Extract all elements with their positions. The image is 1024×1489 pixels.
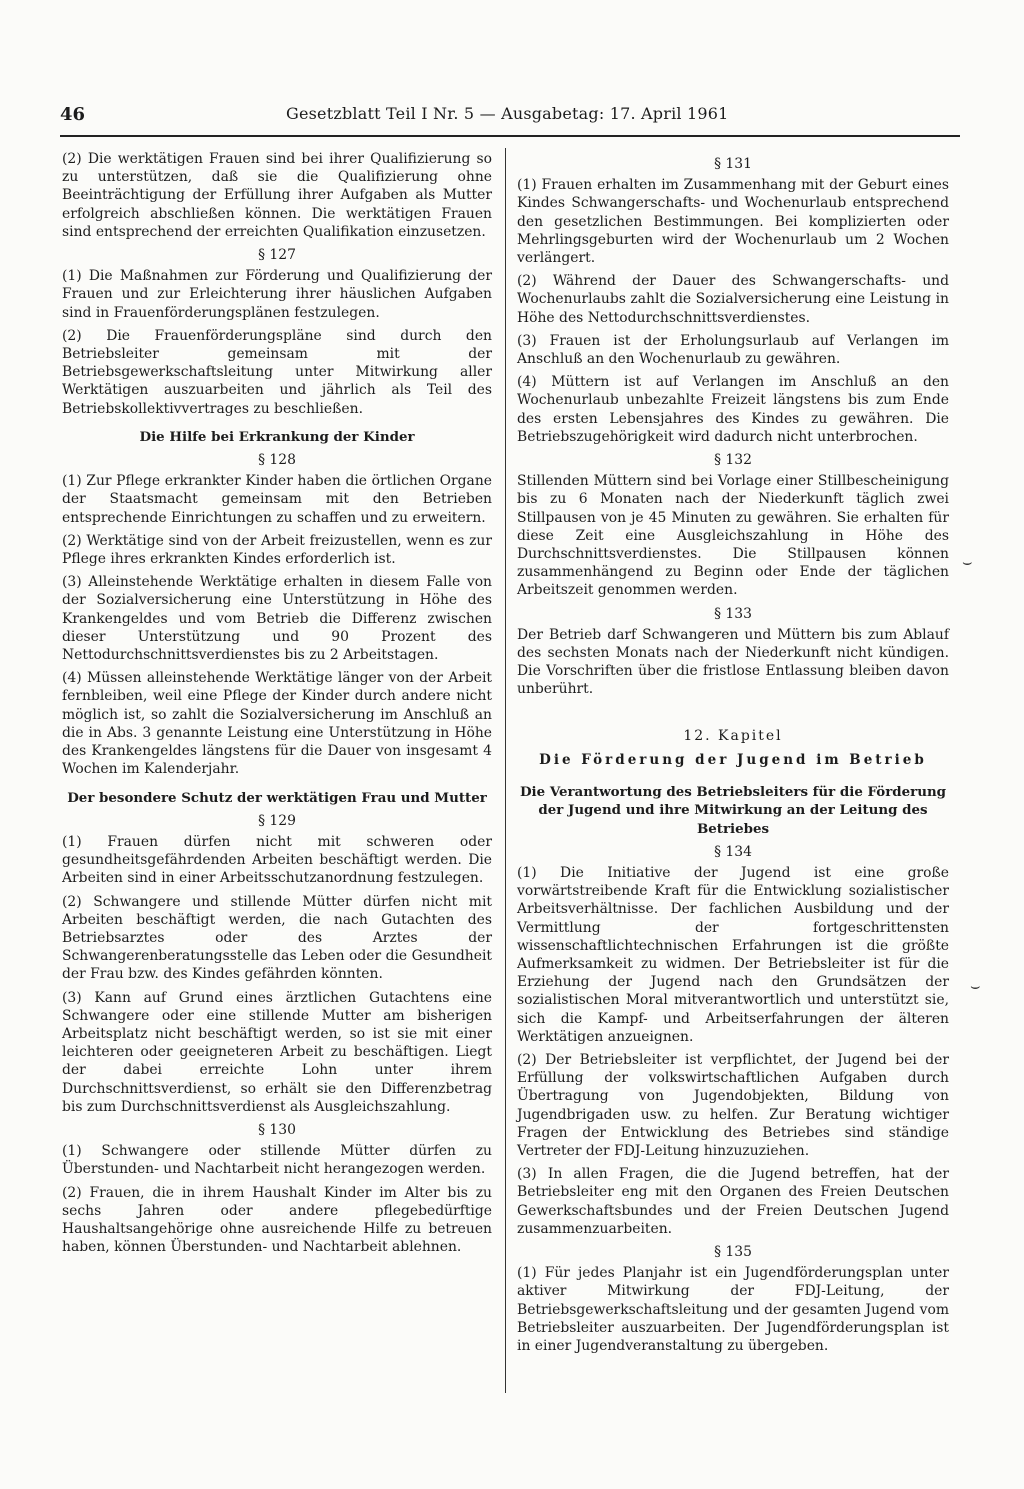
paragraph: (3) Kann auf Grund eines ärztlichen Gutachtens eine Schwangere oder eine stillende Mutter am bisherigen Arbeitsplatz nicht beschäftigt werden, so ist sie mit einer leichteren oder geeigneteren Arbeit zu beschäftigen. Liegt der dabei erreichte Lohn unter ihrem Durchschnittsverdienst, so erhält sie den Differenzbetrag bis zum Durchschnittsverdienst als Ausgleichszahlung.	[62, 989, 492, 1115]
paragraph: Der Betrieb darf Schwangeren und Müttern bis zum Ablauf des sechsten Monats nach der Niederkunft nicht kündigen. Die Vorschriften über die fristlose Entlassung bleiben davon unberührt.	[517, 626, 949, 698]
section-number: § 127	[258, 247, 296, 264]
paragraph: (1) Frauen erhalten im Zusammenhang mit der Geburt eines Kindes Schwangerschafts- und Wochenurlaub entsprechend den gesetzlichen Bestimmungen. Bei komplizierten oder Mehrlingsgeburten wird der Wochenurlaub um 2 Wochen verlängert.	[517, 177, 949, 267]
paragraph: (1) Für jedes Planjahr ist ein Jugendförderungsplan unter aktiver Mitwirkung der FDJ-Leitung, der Betriebsgewerkschaftsleitung und der gesamten Jugend vom Betriebsleiter auszuarbeiten. Der Jugendförderungsplan ist in einer Jugendveranstaltung zu übergeben.	[517, 1265, 949, 1354]
section-number: § 132	[714, 452, 752, 469]
paragraph: (1) Die Maßnahmen zur Förderung und Qualifizierung der Frauen und zur Erleichterung ihrer häuslichen Aufgaben sind in Frauenförderungsplänen festzulegen.	[62, 268, 492, 321]
header-title: Gesetzblatt Teil I Nr. 5 — Ausgabetag: 17. April 1961	[286, 104, 729, 123]
section-number: § 130	[258, 1121, 296, 1138]
column-divider	[505, 148, 506, 1393]
paragraph: (2) Werktätige sind von der Arbeit freizustellen, wenn es zur Pflege ihres erkrankten Kindes erforderlich ist.	[62, 532, 492, 568]
chapter-title: Die Förderung der Jugend im Betrieb	[539, 751, 927, 768]
paragraph: (4) Müttern ist auf Verlangen im Anschluß an den Wochenurlaub unbezahlte Freizeit längstens bis zum Ende des ersten Lebensjahres des Kindes zu gewähren. Die Betriebszugehörigkeit wird dadurch nicht unterbrochen.	[517, 374, 949, 445]
left-column	[62, 150, 492, 1261]
paragraph: (3) Alleinstehende Werktätige erhalten in diesem Falle von der Sozialversicherung eine Unterstützung in Höhe des Krankengeldes und vom Betrieb die Differenz zwischen dieser Unterstützung und 90 Prozent des Nettodurchschnittsverdienstes bis zu 2 Arbeitstagen.	[62, 574, 492, 664]
section-number: § 134	[714, 843, 752, 860]
paragraph: (1) Zur Pflege erkrankter Kinder haben die örtlichen Organe der Staatsmacht gemeinsam mit den Betrieben entsprechende Einrichtungen zu schaffen und zu erweitern.	[62, 473, 492, 526]
chapter-number: 12. Kapitel	[683, 727, 783, 744]
paragraph: (1) Die Initiative der Jugend ist eine große vorwärtstreibende Kraft für die Entwicklung sozialistischer Arbeitsverhältnisse. Der fachlichen Ausbildung und der Vermittlung der fortgeschrittensten wissenschaftlichtechnischen Erfahrungen ist die größte Aufmerksamkeit zu widmen. Der Betriebsleiter ist für die Erziehung der Jugend nach den Grundsätzen der sozialistischen Moral mitverantwortlich und unterstützt sie, sich die Kampf- und Arbeitserfahrungen der älteren Werktätigen anzueignen.	[517, 864, 949, 1045]
section-heading: Die Verantwortung des Betriebsleiters für die Förderung der Jugend und ihre Mitwirkung an der Leitung des Betriebes	[519, 784, 947, 837]
header-rule	[60, 135, 960, 137]
section-number: § 129	[258, 812, 296, 829]
page-number: 46	[60, 104, 86, 125]
section-heading: Der besondere Schutz der werktätigen Frau und Mutter	[67, 789, 487, 806]
right-column	[517, 150, 949, 1360]
section-number: § 133	[714, 605, 752, 622]
paragraph: Stillenden Müttern sind bei Vorlage einer Stillbescheinigung bis zu 6 Monaten nach der Niederkunft täglich zwei Stillpausen von je 45 Minuten zu gewähren. Sie erhalten für diese Zeit eine Ausgleichszahlung in Höhe des Durchschnittsverdienstes. Die Stillpausen können zusammenhängend zu Beginn oder Ende der täglichen Arbeitszeit genommen werden.	[517, 473, 949, 599]
paragraph: (3) Frauen ist der Erholungsurlaub auf Verlangen im Anschluß an den Wochenurlaub zu gewähren.	[517, 332, 949, 368]
paragraph: (2) Der Betriebsleiter ist verpflichtet, der Jugend bei der Erfüllung der volkswirtschaftlichen Aufgaben durch Übertragung von Jugendobjekten, Bildung von Jugendbrigaden usw. zu helfen. Zur Beratung wichtiger Fragen der Entwicklung des Betriebes sind ständige Vertreter der FDJ-Leitung hinzuzuziehen.	[517, 1051, 949, 1159]
section-number: § 131	[714, 156, 752, 172]
margin-mark-icon: ⌣	[962, 552, 973, 571]
section-number: § 135	[714, 1243, 752, 1260]
paragraph: (2) Die werktätigen Frauen sind bei ihrer Qualifizierung so zu unterstützen, daß sie die Qualifizierung ohne Beeinträchtigung der Erfüllung ihrer Aufgaben als Mutter erfolgreich abschließen können. Die werktätigen Frauen sind entsprechend der erreichten Qualifikation einzusetzen.	[62, 151, 492, 240]
paragraph: (2) Frauen, die in ihrem Haushalt Kinder im Alter bis zu sechs Jahren oder andere pflegebedürftige Haushaltsangehörige ohne ausreichende Hilfe zu betreuen haben, können Überstunden- und Nachtarbeit ablehnen.	[62, 1184, 492, 1256]
paragraph: (3) In allen Fragen, die die Jugend betreffen, hat der Betriebsleiter eng mit den Organen des Freien Deutschen Gewerkschaftsbundes und der Freien Deutschen Jugend zusammenzuarbeiten.	[517, 1166, 949, 1237]
paragraph: (1) Frauen dürfen nicht mit schweren oder gesundheitsgefährdenden Arbeiten beschäftigt werden. Die Arbeiten sind in einer Arbeitsschutzanordnung festzulegen.	[62, 833, 492, 887]
paragraph: (1) Schwangere oder stillende Mütter dürfen zu Überstunden- und Nachtarbeit nicht herangezogen werden.	[62, 1143, 492, 1178]
page-header	[60, 104, 960, 134]
margin-mark-icon: ⌣	[970, 976, 981, 995]
paragraph: (2) Während der Dauer des Schwangerschafts- und Wochenurlaubs zahlt die Sozialversicherung eine Leistung in Höhe des Nettodurchschnittsverdienstes.	[517, 273, 949, 326]
section-number: § 128	[258, 452, 296, 469]
paragraph: (4) Müssen alleinstehende Werktätige länger von der Arbeit fernbleiben, weil eine Pflege der Kinder durch andere nicht möglich ist, so zahlt die Sozialversicherung im Anschluß an die in Abs. 3 genannte Leistung eine Unterstützung in Höhe des Krankengeldes längstens für die Dauer von insgesamt 4 Wochen im Kalenderjahr.	[62, 670, 492, 778]
section-heading: Die Hilfe bei Erkrankung der Kinder	[139, 428, 415, 445]
paragraph: (2) Schwangere und stillende Mütter dürfen nicht mit Arbeiten beschäftigt werden, die nach Gutachten des Betriebsarztes oder des Arztes der Schwangerenberatungsstelle das Leben oder die Gesundheit der Frau bzw. des Kindes gefährden könnten.	[62, 893, 492, 983]
paragraph: (2) Die Frauenförderungspläne sind durch den Betriebsleiter gemeinsam mit der Betriebsgewerkschaftsleitung unter Mitwirkung aller Werktätigen auszuarbeiten und jährlich als Teil des Betriebskollektivvertrages zu beschließen.	[62, 327, 492, 417]
